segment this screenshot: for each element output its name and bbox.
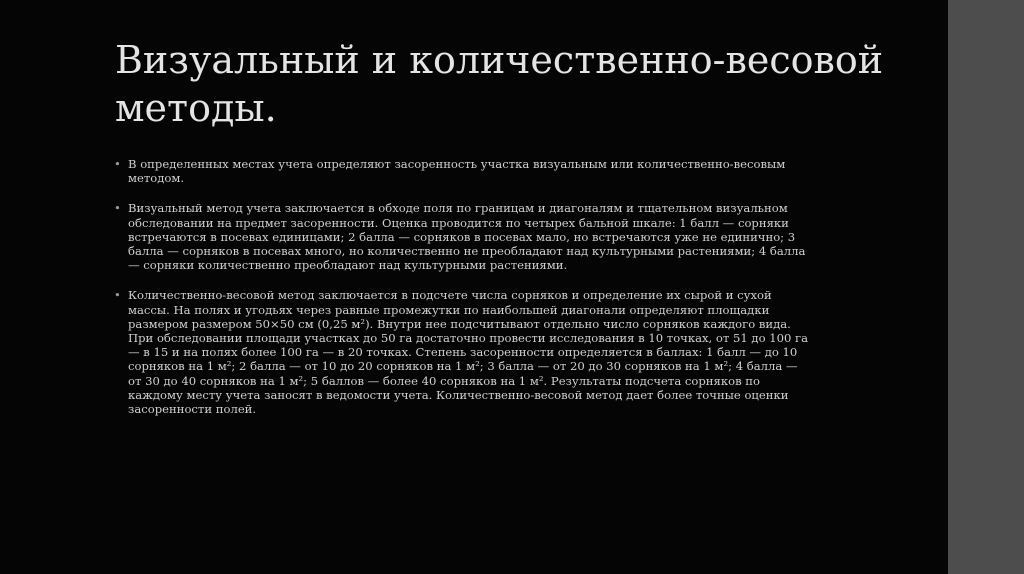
bullet-list — [114, 157, 814, 432]
bullet-item — [114, 201, 814, 272]
slide-title: Визуальный и количественно-весовой методы. — [115, 38, 884, 130]
bullet-marker-icon: • — [114, 201, 121, 216]
bullet-marker-icon: • — [114, 288, 121, 303]
bullet-text: В определенных местах учета определяют засоренность участка визуальным или количественно-весовым методом. — [128, 157, 786, 186]
bullet-marker-icon: • — [114, 157, 121, 171]
side-panel — [948, 0, 1024, 574]
bullet-item — [114, 288, 814, 416]
bullet-item — [114, 157, 814, 185]
bullet-text: Визуальный метод учета заключается в обходе поля по границам и диагоналям и тщательном визуальном обследовании на предмет засоренности. Оценка проводится по четырех бальной шкале: 1 балл — сорняки встречаются в посевах единицами; 2 балла — сорняков в посевах мало, но встречаются уже не единично; 3 балла — сорняков в посевах много, но количественно не преобладают над культурными растениями; 4 балла — сорняки количественно преобладают над культурными растениями. — [128, 201, 806, 273]
bullet-text: Количественно-весовой метод заключается в подсчете числа сорняков и определение их сырой и сухой массы. На полях и угодьях через равные промежутки по наибольшей диагонали определяют площадки размером размером 50×50 см (0,25 м²). Внутри нее подсчитывают отдельно число сорняков каждого вида. При обследовании площади участках до 50 га достаточно провести исследования в 10 точках, от 51 до 100 га — в 15 и на полях более 100 га — в 20 точках. Степень засоренности определяется в баллах: 1 балл — до 10 сорняков на 1 м²; 2 балла — от 10 до 20 сорняков на 1 м²; 3 балла — от 20 до 30 сорняков на 1 м²; 4 балла — от 30 до 40 сорняков на 1 м²; 5 баллов — более 40 сорняков на 1 м². Результаты подсчета сорняков по каждому месту учета заносят в ведомости учета. Количественно-весовой метод дает более точные оценки засоренности полей. — [128, 288, 809, 417]
